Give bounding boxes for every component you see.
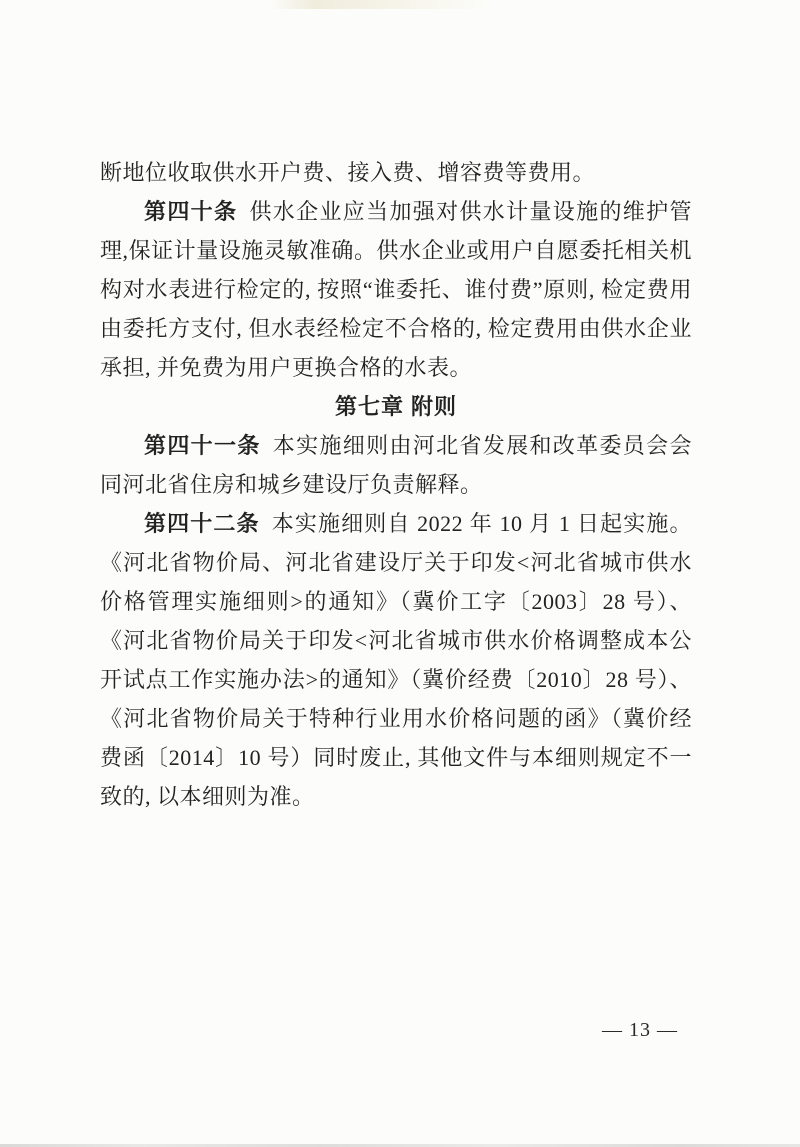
scan-artifact-top bbox=[270, 0, 490, 9]
page-content bbox=[100, 153, 692, 816]
article-41-text: 本实施细则由河北省发展和改革委员会会同河北省住房和城乡建设厅负责解释。 bbox=[100, 433, 692, 497]
article-42-text: 本实施细则自 2022 年 10 月 1 日起实施。《河北省物价局、河北省建设厅关于印发<河北省城市供水价格管理实施细则>的通知》（冀价工字〔2003〕28 号）、《河北省物价局关于印发<河北省城市供水价格调整成本公开试点工作实施办法>的通知》（冀价经费〔2010〕28 号）、《河北省物价局关于特种行业用水价格问题的函》（冀价经费函〔2014〕10 号）同时废止, 其他文件与本细则规定不一致的, 以本细则为准。 bbox=[100, 511, 692, 809]
article-40-paragraph bbox=[100, 192, 692, 387]
article-42-paragraph bbox=[100, 504, 692, 816]
chapter-heading: 第七章 附则 bbox=[334, 394, 458, 419]
paragraph-continuation: 断地位收取供水开户费、接入费、增容费等费用。 bbox=[100, 160, 596, 185]
article-40-label: 第四十条 bbox=[144, 199, 238, 224]
article-40-text: 供水企业应当加强对供水计量设施的维护管理,保证计量设施灵敏准确。供水企业或用户自愿委托相关机构对水表进行检定的, 按照“谁委托、谁付费”原则, 检定费用由委托方支付, 但水表经检定不合格的, 检定费用由供水企业承担, 并免费为用户更换合格的水表。 bbox=[100, 199, 692, 380]
page-number: — 13 — bbox=[602, 1019, 678, 1041]
article-41-label: 第四十一条 bbox=[144, 433, 261, 458]
article-42-label: 第四十二条 bbox=[144, 511, 260, 536]
article-41-paragraph bbox=[100, 426, 692, 504]
